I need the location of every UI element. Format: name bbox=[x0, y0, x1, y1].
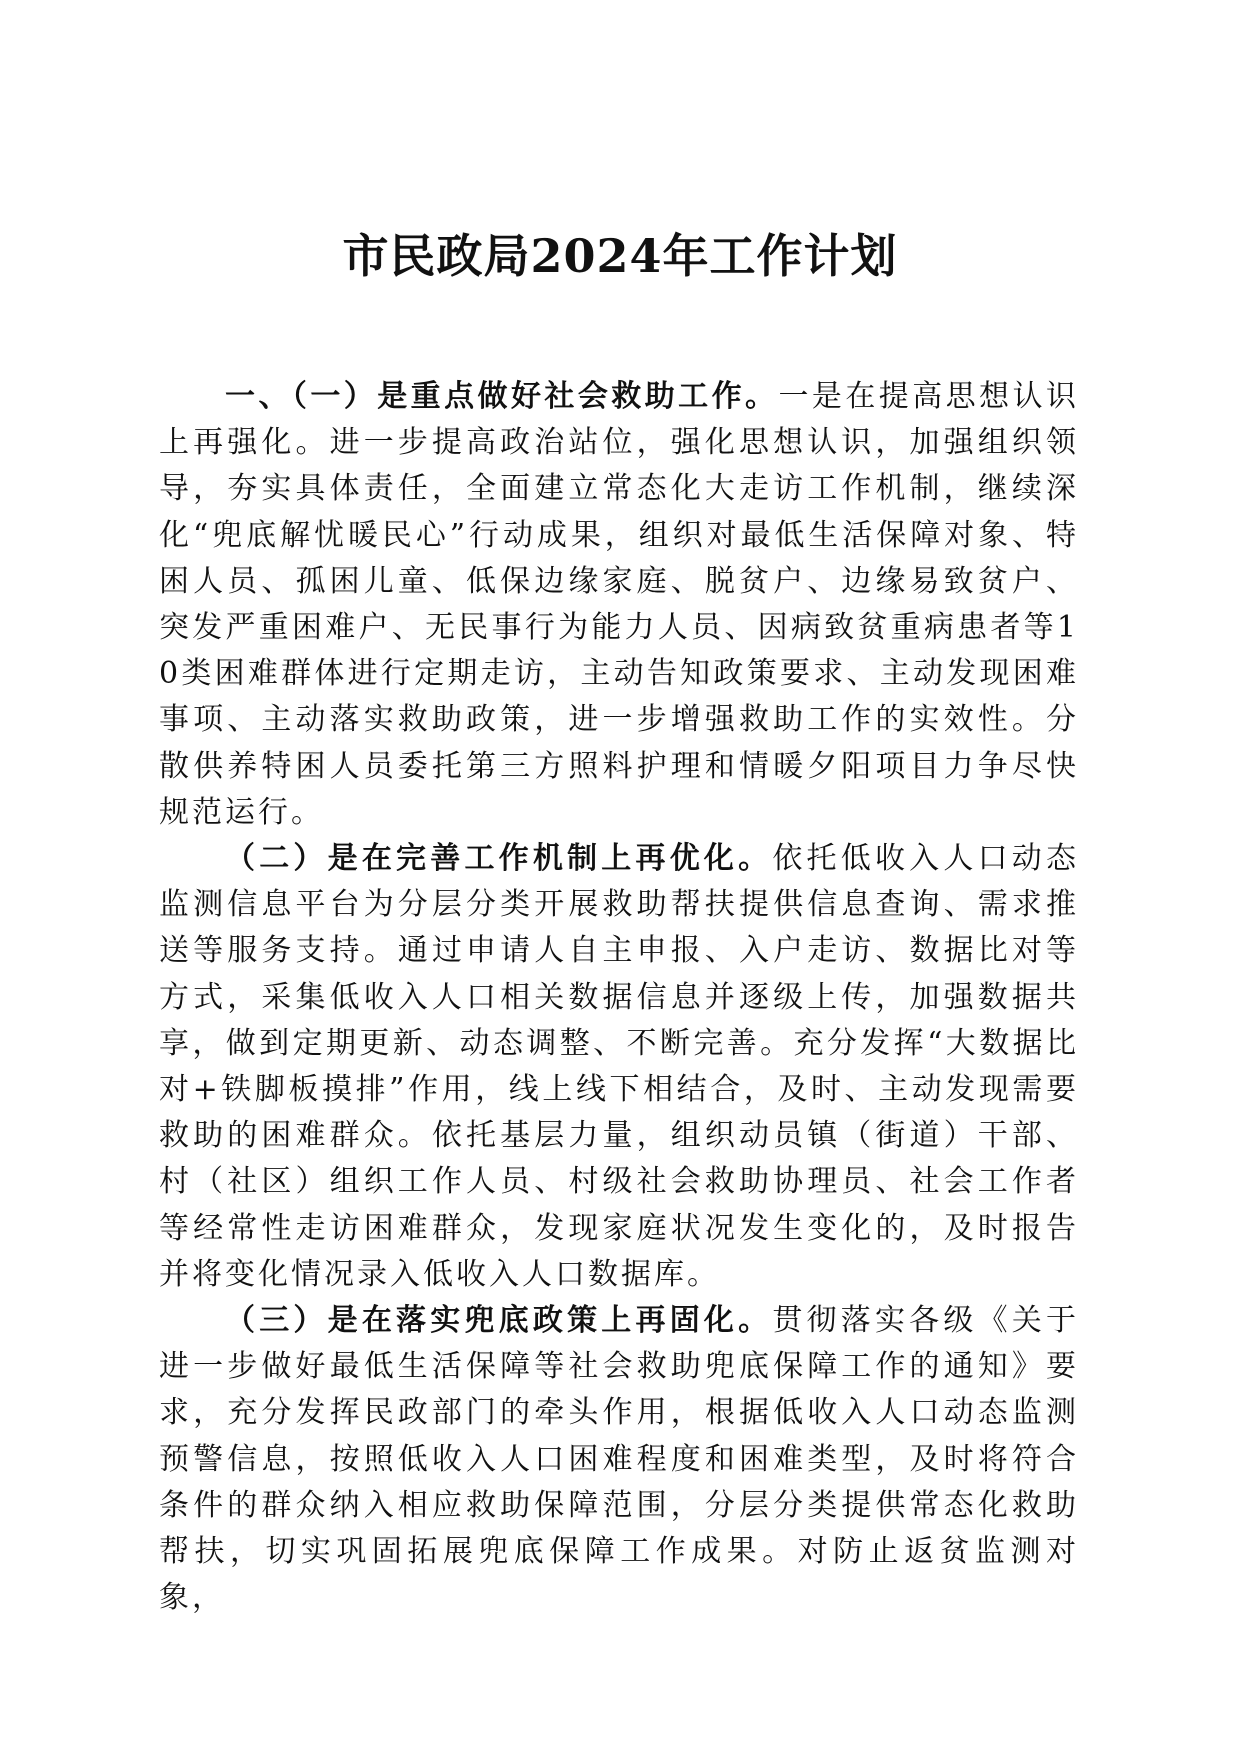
paragraph-1-text: 一是在提高思想认识上再强化。进一步提高政治站位，强化思想认识，加强组织领导，夯实具体责任，全面建立常态化大走访工作机制，继续深化“兜底解忧暖民心”行动成果，组织对最低生活保障对象、特困人员、孤困儿童、低保边缘家庭、脱贫户、边缘易致贫户、突发严重困难户、无民事行为能力人员、因病致贫重病患者等10类困难群体进行定期走访，主动告知政策要求、主动发现困难事项、主动落实救助政策，进一步增强救助工作的实效性。分散供养特困人员委托第三方照料护理和情暖夕阳项目力争尽快规范运行。 bbox=[159, 379, 1080, 830]
paragraph-3-text: 贯彻落实各级《关于进一步做好最低生活保障等社会救助兜底保障工作的通知》要求，充分发挥民政部门的牵头作用，根据低收入人口动态监测预警信息，按照低收入人口困难程度和困难类型，及时将符合条件的群众纳入相应救助保障范围，分层分类提供常态化救助帮扶，切实巩固拓展兜底保障工作成果。对防止返贫监测对象， bbox=[159, 1303, 1080, 1616]
document-title: 市民政局2024年工作计划 bbox=[342, 229, 898, 283]
paragraph-2-lead: （二）是在完善工作机制上再优化。 bbox=[225, 841, 773, 877]
paragraph-2 bbox=[159, 836, 1079, 1298]
paragraph-1 bbox=[159, 374, 1079, 836]
paragraph-1-lead: 一、（一）是重点做好社会救助工作。 bbox=[225, 379, 779, 414]
paragraph-2-text: 依托低收入人口动态监测信息平台为分层分类开展救助帮扶提供信息查询、需求推送等服务支持。通过申请人自主申报、入户走访、数据比对等方式，采集低收入人口相关数据信息并逐级上传，加强数据共享，做到定期更新、动态调整、不断完善。充分发挥“大数据比对+铁脚板摸排”作用，线上线下相结合，及时、主动发现需要救助的困难群众。依托基层力量，组织动员镇（街道）干部、村（社区）组织工作人员、村级社会救助协理员、社会工作者等经常性走访困难群众，发现家庭状况发生变化的，及时报告并将变化情况录入低收入人口数据库。 bbox=[159, 841, 1080, 1292]
document-body bbox=[159, 374, 1079, 1621]
paragraph-3-lead: （三）是在落实兜底政策上再固化。 bbox=[225, 1303, 773, 1339]
paragraph-3 bbox=[159, 1298, 1079, 1621]
